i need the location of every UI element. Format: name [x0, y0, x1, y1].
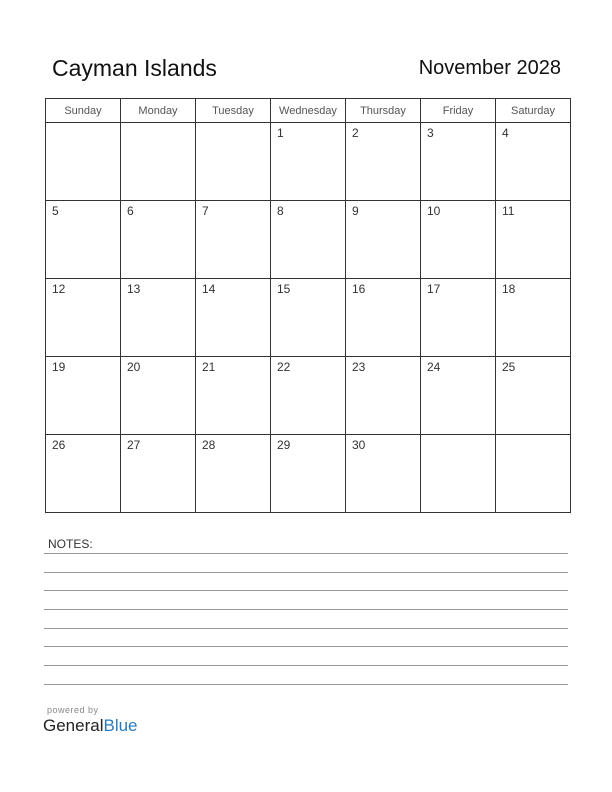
day-cell — [46, 279, 121, 357]
notes-line — [44, 609, 568, 610]
day-number: 10 — [427, 204, 441, 218]
day-cell — [121, 279, 196, 357]
day-number: 21 — [202, 360, 216, 374]
day-cell — [346, 435, 421, 513]
weekday-header: Saturday — [496, 99, 571, 123]
day-number — [421, 435, 495, 438]
day-number: 13 — [127, 282, 141, 296]
notes-line — [44, 665, 568, 666]
day-number: 9 — [352, 204, 359, 218]
day-cell — [496, 357, 571, 435]
day-cell — [496, 279, 571, 357]
day-cell — [271, 279, 346, 357]
day-cell — [196, 123, 271, 201]
weekday-header: Friday — [421, 99, 496, 123]
day-number — [196, 123, 270, 126]
day-cell — [121, 201, 196, 279]
day-number: 11 — [502, 204, 515, 218]
day-cell — [121, 435, 196, 513]
week-row — [46, 201, 571, 279]
powered-by-label: powered by — [47, 705, 99, 715]
day-cell — [121, 123, 196, 201]
weekday-header: Tuesday — [196, 99, 271, 123]
day-cell — [271, 123, 346, 201]
day-number: 4 — [502, 126, 509, 140]
day-cell — [271, 435, 346, 513]
day-cell — [196, 435, 271, 513]
day-cell — [46, 435, 121, 513]
notes-line — [44, 646, 568, 647]
brand-general: General — [43, 716, 104, 735]
day-cell — [421, 357, 496, 435]
day-number: 2 — [352, 126, 359, 140]
day-number: 19 — [52, 360, 66, 374]
month-year-label: November 2028 — [418, 57, 561, 79]
day-number — [46, 123, 120, 126]
calendar-grid — [45, 98, 571, 513]
day-number: 16 — [352, 282, 366, 296]
day-number: 24 — [427, 360, 441, 374]
brand-blue: Blue — [103, 716, 138, 735]
day-cell — [346, 201, 421, 279]
day-number: 14 — [202, 282, 216, 296]
day-cell — [346, 279, 421, 357]
weekday-header: Wednesday — [271, 99, 346, 123]
day-cell — [46, 357, 121, 435]
day-number: 26 — [52, 438, 66, 452]
day-number: 3 — [427, 126, 434, 140]
day-number: 25 — [502, 360, 516, 374]
day-number: 5 — [52, 204, 59, 218]
day-number: 30 — [352, 438, 366, 452]
day-cell — [196, 279, 271, 357]
day-number: 28 — [202, 438, 216, 452]
day-cell — [196, 357, 271, 435]
day-cell — [121, 357, 196, 435]
day-number: 23 — [352, 360, 366, 374]
day-cell — [421, 435, 496, 513]
page-title: Cayman Islands — [52, 55, 217, 81]
notes-label: NOTES: — [48, 537, 93, 551]
day-number: 22 — [277, 360, 291, 374]
weekday-header-row — [46, 99, 571, 123]
day-cell — [271, 357, 346, 435]
notes-line — [44, 628, 568, 629]
day-number: 17 — [427, 282, 441, 296]
day-number: 15 — [277, 282, 291, 296]
day-number: 18 — [502, 282, 516, 296]
week-row — [46, 123, 571, 201]
weekday-header: Thursday — [346, 99, 421, 123]
day-cell — [271, 201, 346, 279]
day-number: 20 — [127, 360, 141, 374]
day-cell — [496, 435, 571, 513]
weekday-header: Sunday — [46, 99, 121, 123]
day-cell — [196, 201, 271, 279]
day-number: 12 — [52, 282, 66, 296]
day-number: 6 — [127, 204, 134, 218]
day-number: 8 — [277, 204, 284, 218]
week-row — [46, 357, 571, 435]
day-number: 1 — [277, 126, 284, 140]
notes-line — [44, 553, 568, 554]
notes-line — [44, 572, 568, 573]
day-cell — [421, 123, 496, 201]
day-cell — [421, 279, 496, 357]
day-number — [496, 435, 570, 438]
day-cell — [46, 201, 121, 279]
day-cell — [496, 201, 571, 279]
week-row — [46, 435, 571, 513]
day-number: 7 — [202, 204, 209, 218]
day-number: 29 — [277, 438, 291, 452]
generalblue-logo — [43, 716, 138, 736]
weekday-header: Monday — [121, 99, 196, 123]
day-number: 27 — [127, 438, 141, 452]
notes-line — [44, 684, 568, 685]
day-cell — [346, 357, 421, 435]
day-cell — [46, 123, 121, 201]
day-number — [121, 123, 195, 126]
day-cell — [346, 123, 421, 201]
day-cell — [421, 201, 496, 279]
day-cell — [496, 123, 571, 201]
notes-line — [44, 590, 568, 591]
week-row — [46, 279, 571, 357]
